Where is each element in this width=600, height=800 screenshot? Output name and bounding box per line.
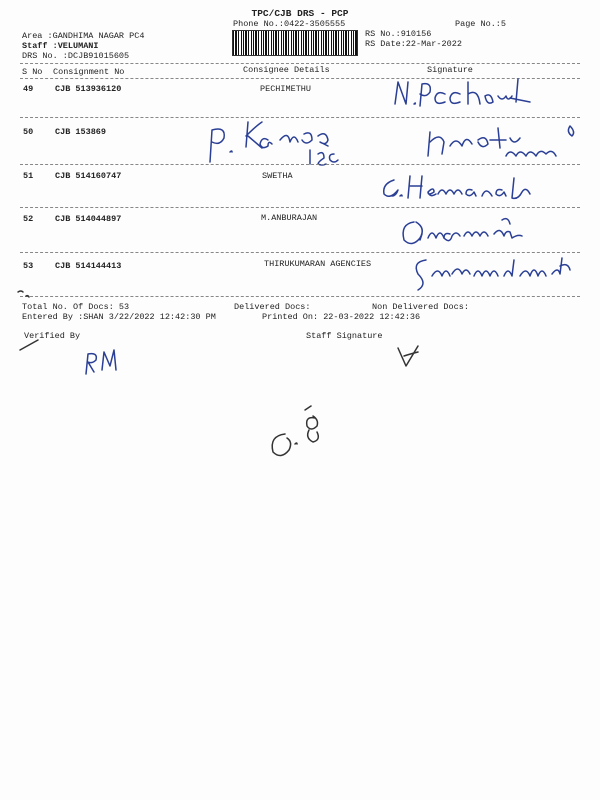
area-label: Area :GANDHIMA NAGAR PC4 — [22, 31, 145, 41]
row-consignment: CJB 513936120 — [55, 84, 122, 94]
divider — [20, 296, 580, 297]
row-consignee: SWETHA — [262, 171, 293, 181]
row-sno: 49 — [23, 84, 34, 94]
staff-signature-label: Staff Signature — [306, 331, 383, 341]
signature-row-50 — [420, 118, 580, 163]
row-consignee: PECHIMETHU — [260, 84, 312, 94]
entered-by: Entered By :SHAN 3/22/2022 12:42:30 PM — [22, 312, 216, 322]
col-consignee: Consignee Details — [243, 65, 330, 75]
row-consignee: THIRUKUMARAN AGENCIES — [264, 259, 372, 269]
signature-row-53 — [410, 246, 575, 292]
handwritten-name-row-50 — [200, 112, 360, 172]
handwritten-mark — [265, 404, 335, 464]
col-signature: Signature — [427, 65, 473, 75]
row-sno: 52 — [23, 214, 34, 224]
row-sno: 51 — [23, 171, 34, 181]
row-consignment: CJB 514144413 — [55, 261, 122, 271]
non-delivered-docs: Non Delivered Docs: — [372, 302, 469, 312]
printed-on: Printed On: 22-03-2022 12:42:36 — [262, 312, 421, 322]
barcode — [232, 30, 358, 56]
signature-row-49 — [390, 74, 540, 114]
row-consignment: CJB 514044897 — [55, 214, 122, 224]
total-docs: Total No. Of Docs: 53 — [22, 302, 130, 312]
staff-label: Staff :VELUMANI — [22, 41, 99, 51]
drs-number: DRS No. :DCJB91015605 — [22, 51, 130, 61]
rs-date: RS Date:22-Mar-2022 — [365, 39, 462, 49]
divider — [20, 207, 580, 208]
signature-row-51 — [378, 170, 538, 206]
row-consignee: M.ANBURAJAN — [261, 213, 318, 223]
staff-signature-mark — [392, 340, 432, 372]
col-consignment: Consignment No — [53, 67, 125, 77]
row-consignment: CJB 153869 — [55, 127, 107, 137]
rs-number: RS No.:910156 — [365, 29, 432, 39]
smudge-mark — [18, 338, 48, 354]
phone-number: Phone No.:0422-3505555 — [233, 19, 346, 29]
delivered-docs: Delivered Docs: — [234, 302, 311, 312]
row-consignment: CJB 514160747 — [55, 171, 122, 181]
verified-by-signature — [80, 344, 130, 380]
report-title: TPC/CJB DRS - PCP — [251, 8, 349, 19]
divider — [20, 63, 580, 64]
divider — [20, 164, 580, 165]
col-sno: S No — [22, 67, 43, 77]
row-sno: 53 — [23, 261, 34, 271]
smudge-mark — [14, 276, 44, 306]
page-number: Page No.:5 — [455, 19, 507, 29]
row-sno: 50 — [23, 127, 34, 137]
verified-by-label: Verified By — [24, 331, 81, 341]
